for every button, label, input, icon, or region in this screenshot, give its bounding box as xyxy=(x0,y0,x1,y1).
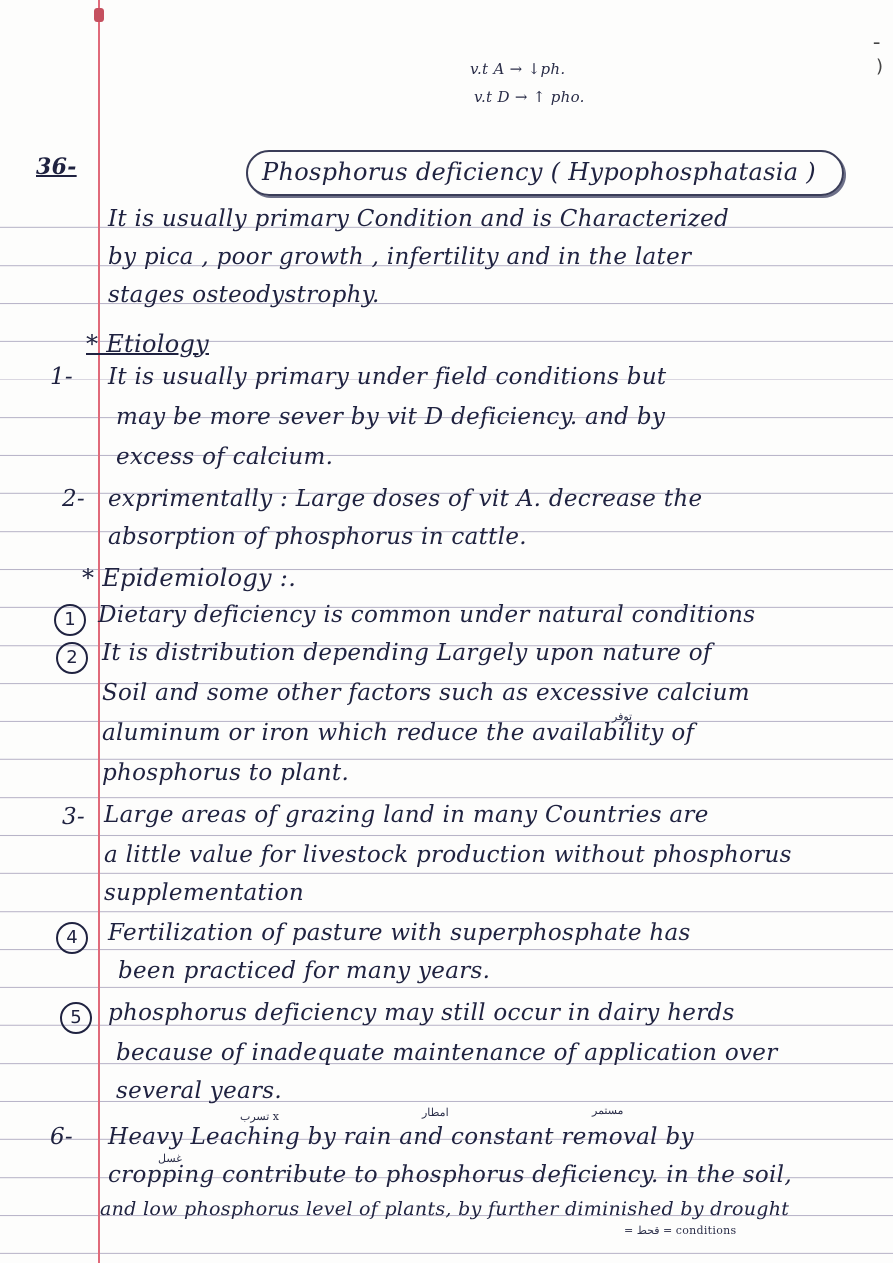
arabic-annotation: غسل xyxy=(158,1152,182,1165)
epidemiology-marker: 6- xyxy=(50,1124,74,1150)
intro-line: stages osteodystrophy. xyxy=(108,282,380,308)
epidemiology-marker: 3- xyxy=(62,804,86,830)
item-number-circle: 5 xyxy=(60,1002,92,1034)
arabic-annotation: تسرب x xyxy=(240,1110,280,1123)
arabic-annotation: توفر xyxy=(612,710,633,723)
epidemiology-line: Large areas of grazing land in many Countries are xyxy=(104,802,709,828)
epidemiology-line: Soil and some other factors such as excessive calcium xyxy=(102,680,750,706)
vitamin-d-note: v.t D → ↑ pho. xyxy=(474,88,585,106)
epidemiology-line: because of inadequate maintenance of application over xyxy=(116,1040,778,1066)
arabic-annotation: = قحط = conditions xyxy=(624,1224,737,1237)
epidemiology-heading: * Epidemiology :. xyxy=(82,564,297,592)
epidemiology-line: It is distribution depending Largely upon nature of xyxy=(102,640,712,666)
epidemiology-line: Heavy Leaching by rain and constant removal by xyxy=(108,1124,694,1150)
epidemiology-line: supplementation xyxy=(104,880,304,906)
page-title: Phosphorus deficiency ( Hypophosphatasia ) xyxy=(262,158,816,186)
etiology-line: It is usually primary under field conditions but xyxy=(108,364,667,390)
etiology-marker: 2- xyxy=(62,486,86,512)
etiology-heading: * Etiology xyxy=(86,330,209,358)
vitamin-a-note: v.t A → ↓ph. xyxy=(470,60,566,78)
etiology-line: exprimentally : Large doses of vit A. decrease the xyxy=(108,486,703,512)
item-number-circle: 4 xyxy=(56,922,88,954)
item-number-circle: 1 xyxy=(54,604,86,636)
margin-line xyxy=(98,0,100,1263)
binding-mark xyxy=(94,8,104,22)
etiology-marker: 1- xyxy=(50,364,74,390)
epidemiology-line: Dietary deficiency is common under natural conditions xyxy=(98,602,756,628)
corner-mark: ـ xyxy=(874,28,880,49)
arabic-annotation: امطار xyxy=(422,1106,449,1119)
etiology-line: excess of calcium. xyxy=(116,444,334,470)
epidemiology-line: a little value for livestock production without phosphorus xyxy=(104,842,792,868)
intro-line: It is usually primary Condition and is Characterized xyxy=(108,206,730,232)
etiology-line: absorption of phosphorus in cattle. xyxy=(108,524,527,550)
epidemiology-line: been practiced for many years. xyxy=(118,958,491,984)
epidemiology-line: and low phosphorus level of plants, by further diminished by drought xyxy=(100,1198,790,1220)
epidemiology-line: phosphorus deficiency may still occur in dairy herds xyxy=(108,1000,735,1026)
arabic-annotation: مستمر xyxy=(592,1104,624,1117)
epidemiology-line: Fertilization of pasture with superphosphate has xyxy=(108,920,691,946)
page-number: 36- xyxy=(36,154,77,180)
intro-line: by pica , poor growth , infertility and in the later xyxy=(108,244,692,270)
epidemiology-line: phosphorus to plant. xyxy=(102,760,350,786)
epidemiology-line: cropping contribute to phosphorus deficiency. in the soil, xyxy=(108,1162,792,1188)
etiology-line: may be more sever by vit D deficiency. and by xyxy=(116,404,666,430)
corner-bracket: ) xyxy=(876,56,884,77)
epidemiology-line: aluminum or iron which reduce the availability of xyxy=(102,720,695,746)
epidemiology-line: several years. xyxy=(116,1078,283,1104)
item-number-circle: 2 xyxy=(56,642,88,674)
